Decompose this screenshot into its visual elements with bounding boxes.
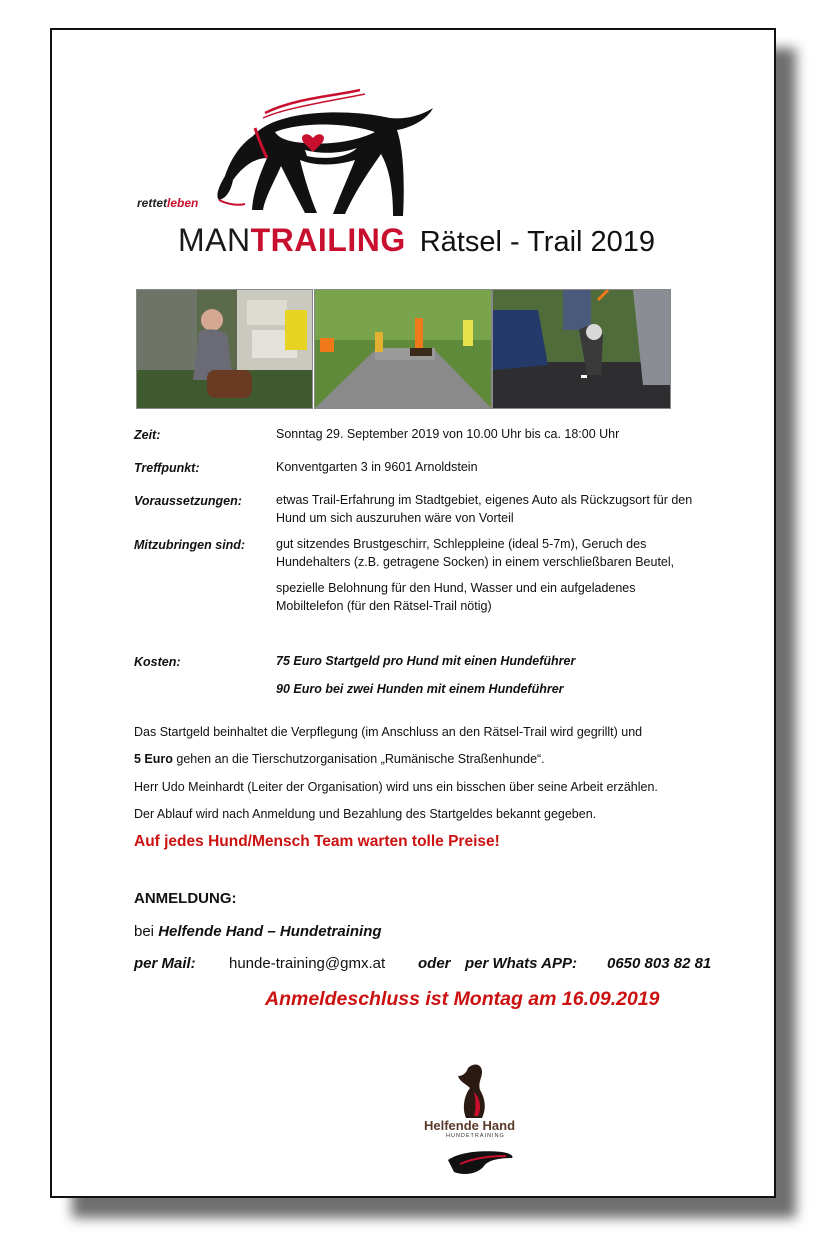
photo-woman-with-dog: [136, 289, 313, 409]
mitbringen-line-2: Hundehalters (z.B. getragene Socken) in einem verschließbaren Beutel,: [276, 554, 675, 569]
donation-text: gehen an die Tierschutzorganisation „Rumänische Straßenhunde“.: [172, 752, 545, 766]
value-voraussetzungen: [276, 492, 736, 527]
registration-heading: ANMELDUNG:: [134, 890, 237, 907]
footer-logo-name: [424, 1118, 515, 1133]
label-mitbringen: Mitzubringen sind:: [134, 538, 246, 552]
donation-amount: 5 Euro: [134, 752, 173, 766]
event-title: Rätsel - Trail 2019: [419, 226, 656, 258]
registration-deadline: Anmeldeschluss ist Montag am 16.09.2019: [265, 988, 660, 1010]
mail-address-link[interactable]: hunde-training@gmx.at: [229, 955, 386, 972]
kosten-line-1: 75 Euro Startgeld pro Hund mit einen Hundeführer: [276, 654, 576, 668]
value-mitbringen-2: [276, 580, 736, 615]
logo-tagline: rettetleben: [137, 196, 199, 210]
phone-number[interactable]: 0650 803 82 81: [607, 955, 712, 972]
footer-logo-sub: HUNDETRAINING: [446, 1133, 505, 1139]
label-voraussetzungen: Voraussetzungen:: [134, 494, 242, 508]
voraussetzungen-line-1: etwas Trail-Erfahrung im Stadtgebiet, eigenes Auto als Rückzugsort für den: [276, 493, 693, 507]
info-paragraph-4: Der Ablauf wird nach Anmeldung und Bezahlung des Startgeldes bekannt gegeben.: [134, 807, 597, 821]
value-mitbringen: [276, 536, 736, 571]
whatsapp-label: per Whats APP:: [465, 955, 577, 972]
mitbringen-line-4: Mobiltelefon (für den Rätsel-Trail nötig): [276, 598, 492, 613]
registration-org-line: bei Helfende Hand – Hundetraining: [134, 923, 382, 940]
kosten-line-2: 90 Euro bei zwei Hunden mit einem Hundeführer: [276, 682, 564, 696]
page-title: [178, 222, 655, 259]
value-zeit: Sonntag 29. September 2019 von 10.00 Uhr bis ca. 18:00 Uhr: [276, 427, 620, 441]
label-kosten: Kosten:: [134, 655, 181, 669]
prizes-announcement: Auf jedes Hund/Mensch Team warten tolle Preise!: [134, 833, 500, 850]
voraussetzungen-line-2: Hund um sich auszuruhen wäre von Vorteil: [276, 510, 514, 525]
info-paragraph-2: [134, 752, 545, 766]
title-trailing: TRAILING: [250, 222, 406, 258]
label-zeit: Zeit:: [134, 428, 161, 442]
footer-logo-text: Helfende Hand: [424, 1118, 516, 1133]
mitbringen-line-3: spezielle Belohnung für den Hund, Wasser und ein aufgeladenes: [276, 581, 636, 595]
oder-label: oder: [418, 955, 451, 972]
mail-label: per Mail:: [134, 955, 196, 972]
info-paragraph-3: Herr Udo Meinhardt (Leiter der Organisation) wird uns ein bisschen über seine Arbeit erzählen.: [134, 780, 658, 794]
label-treffpunkt: Treffpunkt:: [134, 461, 200, 475]
photo-group-on-road: [314, 289, 492, 409]
mitbringen-line-1: gut sitzendes Brustgeschirr, Schleppleine (ideal 5-7m), Geruch des: [276, 537, 647, 551]
info-paragraph-1: Das Startgeld beinhaltet die Verpflegung (im Anschluss an den Rätsel-Trail wird gegrillt) und: [134, 725, 643, 739]
org-name: Helfende Hand – Hundetraining: [158, 923, 382, 940]
title-man: MAN: [178, 222, 251, 258]
photo-husky-on-street: [492, 289, 671, 409]
value-treffpunkt: Konventgarten 3 in 9601 Arnoldstein: [276, 460, 478, 474]
